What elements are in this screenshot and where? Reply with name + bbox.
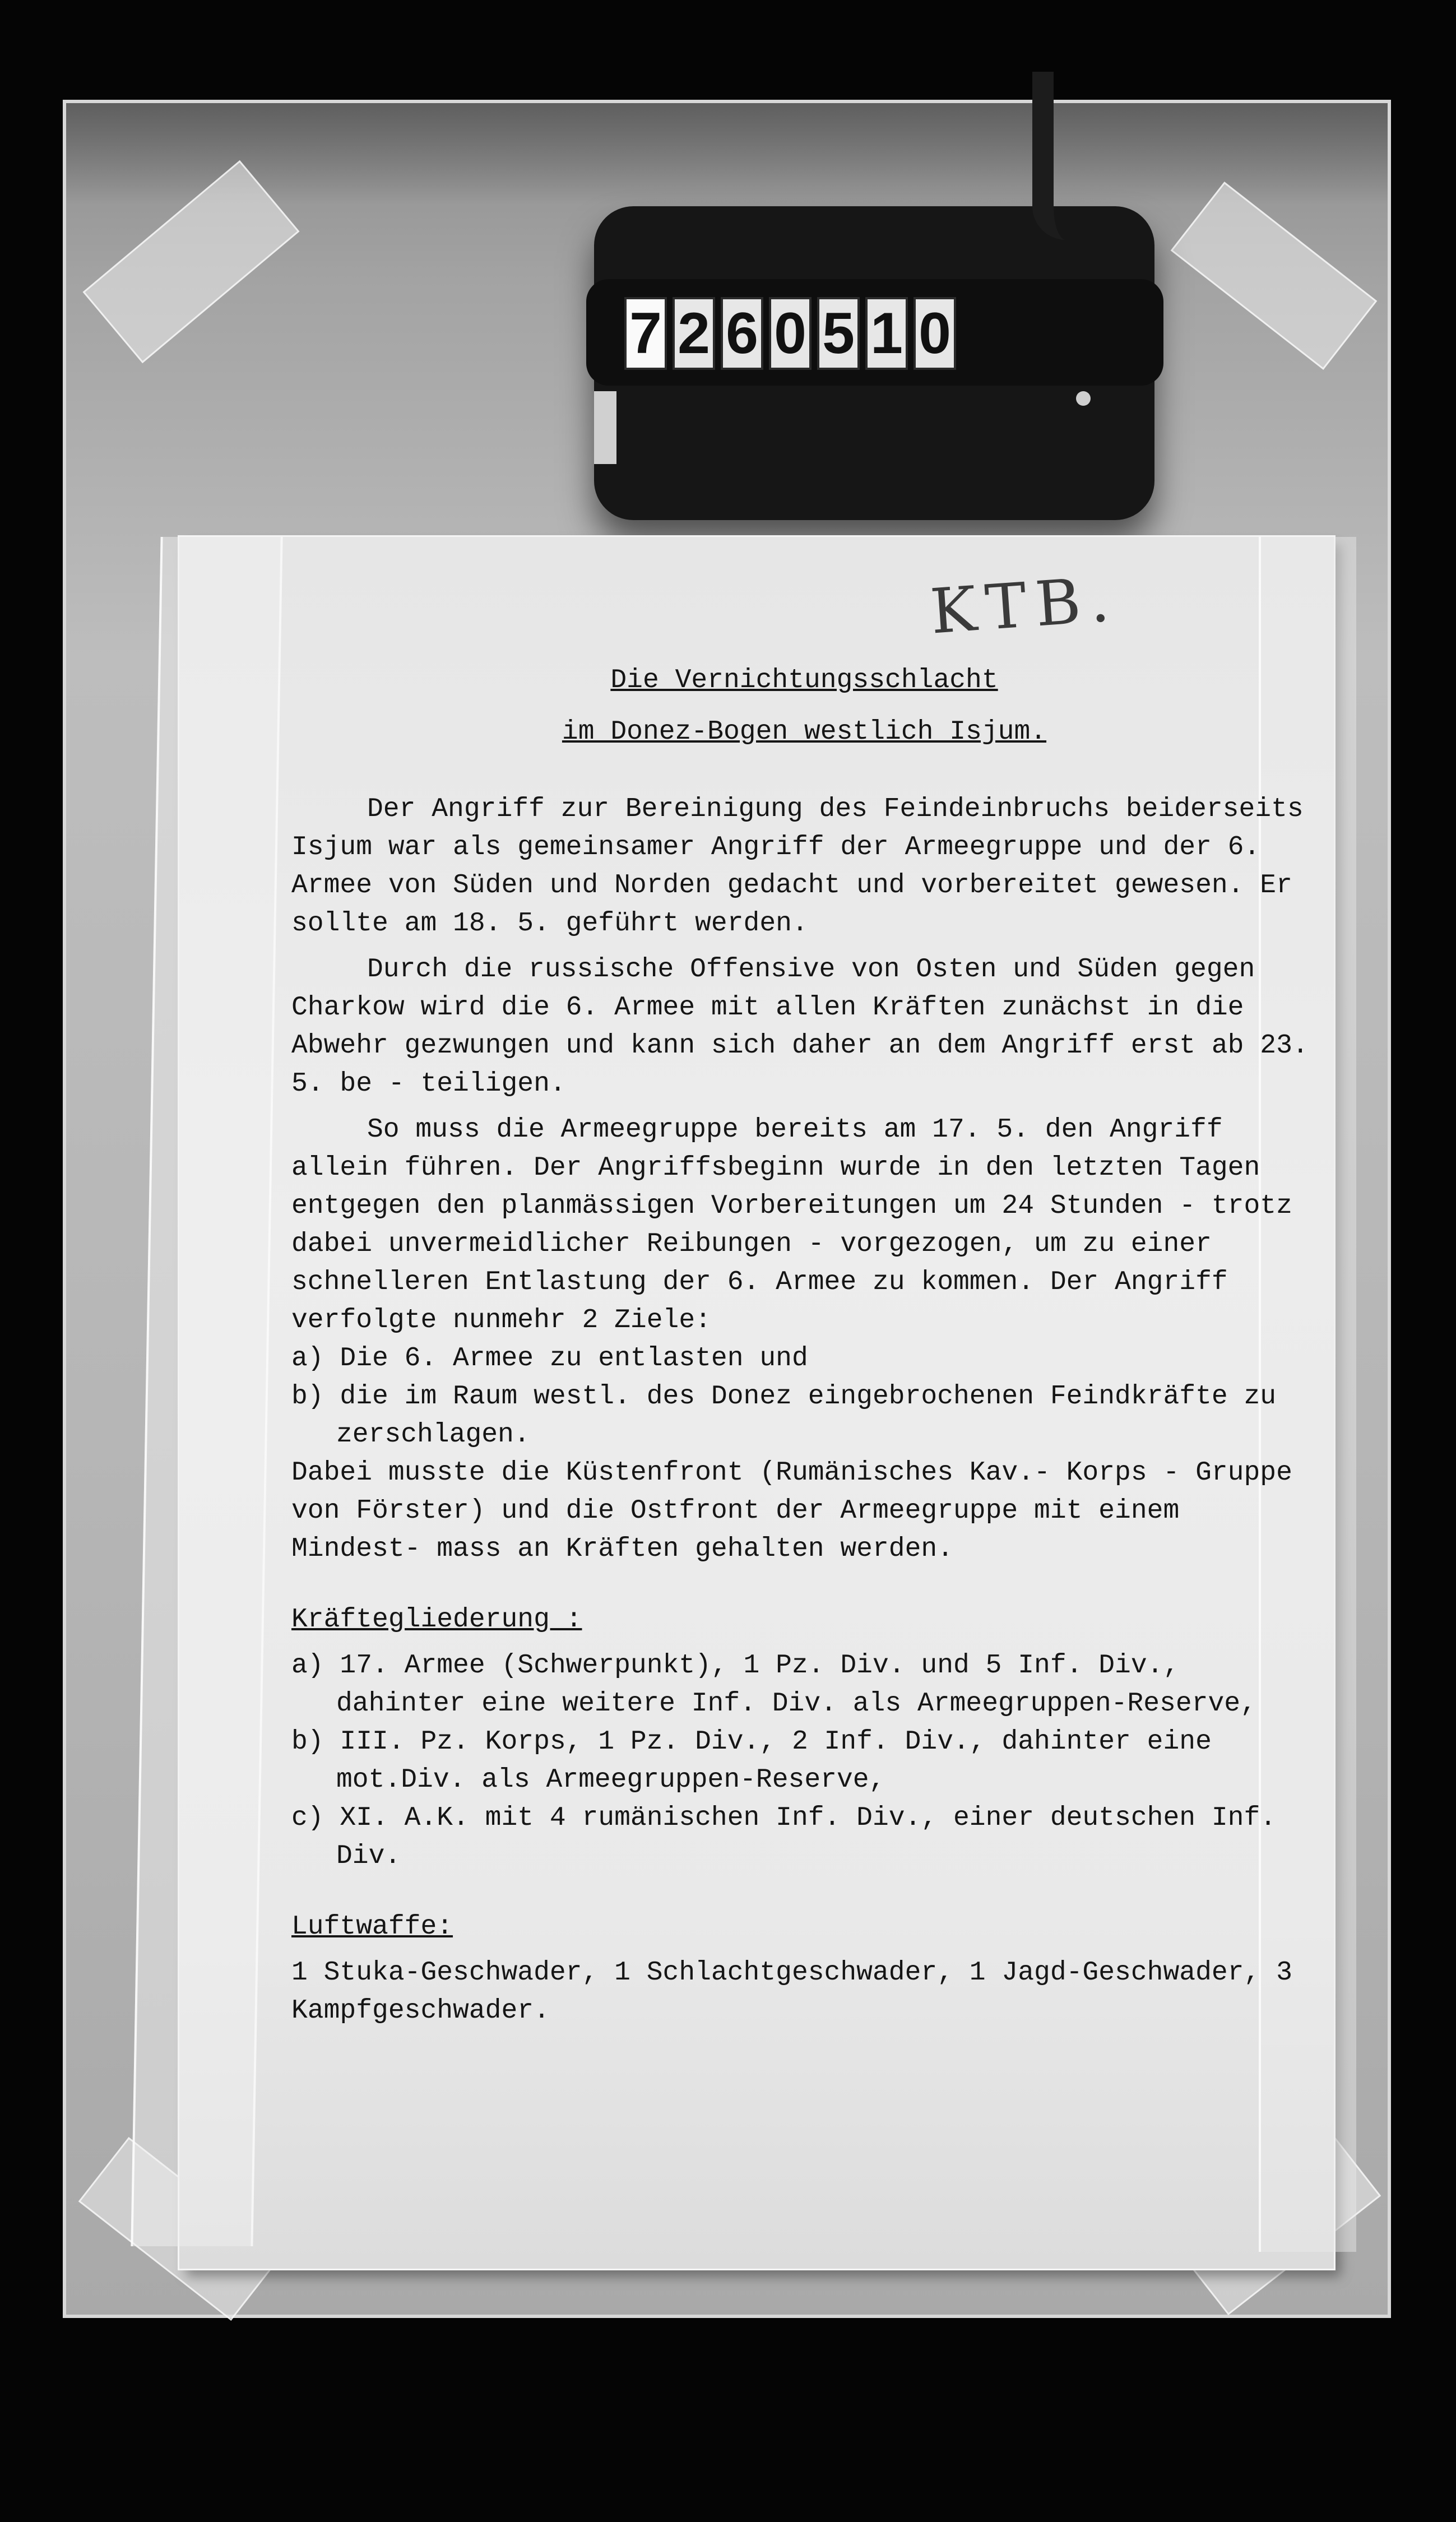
document-title-line-2: im Donez-Bogen westlich Isjum. xyxy=(562,717,1047,747)
goal-item: b) die im Raum westl. des Donez eingebrochenen Feindkräfte zu zerschlagen. xyxy=(291,1381,1277,1450)
document-body xyxy=(291,655,1317,2030)
screw-icon xyxy=(1076,391,1091,406)
counter-digit: 5 xyxy=(817,297,860,370)
counter-tag xyxy=(594,391,616,464)
paragraph: So muss die Armeegruppe bereits am 17. 5. den Angriff allein führen. Der Angriffsbeginn wurde in den letzten Tagen entgegen den planmässigen Vorbereitungen um 24 Stunden - trotz dabei unvermeidlicher Reibungen - vorgezogen, um zu einer schnelleren Entlastung der 6. Armee zu kommen. Der Angriff verfolgte nunmehr 2 Ziele: xyxy=(291,1115,1292,1336)
forces-heading: Kräftegliederung : xyxy=(291,1605,582,1635)
luftwaffe-heading: Luftwaffe: xyxy=(291,1912,453,1942)
forces-item: a) 17. Armee (Schwerpunkt), 1 Pz. Div. und 5 Inf. Div., dahinter eine weitere Inf. Div. als Armeegruppen-Reserve, xyxy=(291,1651,1256,1719)
frame-counter-device xyxy=(594,206,1154,520)
counter-digit: 6 xyxy=(721,297,763,370)
counter-digit: 7 xyxy=(624,297,667,370)
forces-item: b) III. Pz. Korps, 1 Pz. Div., 2 Inf. Div., dahinter eine mot.Div. als Armeegruppen-Reserve, xyxy=(291,1727,1212,1795)
counter-digit: 0 xyxy=(769,297,812,370)
counter-cable xyxy=(1032,72,1087,240)
counter-digit: 2 xyxy=(673,297,715,370)
forces-item: c) XI. A.K. mit 4 rumänischen Inf. Div., einer deutschen Inf. Div. xyxy=(291,1803,1277,1871)
counter-digits xyxy=(624,297,956,370)
document-page xyxy=(179,537,1334,2269)
paragraph: Durch die russische Offensive von Osten und Süden gegen Charkow wird die 6. Armee mit allen Kräften zunächst in die Abwehr gezwungen und kann sich daher an dem Angriff erst ab 23. 5. be - teiligen. xyxy=(291,954,1309,1099)
document-title-line-1: Die Vernichtungsschlacht xyxy=(610,665,998,696)
paragraph: Der Angriff zur Bereinigung des Feindeinbruchs beiderseits Isjum war als gemeinsamer Angriff der Armeegruppe und der 6. Armee von Süden und Norden gedacht und vorbereitet gewesen. Er sollte am 18. 5. geführt werden. xyxy=(291,794,1304,939)
corner-tape-top-right xyxy=(1171,182,1378,370)
board-top-shadow xyxy=(66,103,1388,204)
counter-digit: 0 xyxy=(914,297,956,370)
paragraph: Dabei musste die Küstenfront (Rumänisches Kav.- Korps - Gruppe von Förster) und die Ostfront der Armeegruppe mit einem Mindest- mass an Kräften gehalten werden. xyxy=(291,1458,1292,1564)
counter-digit: 1 xyxy=(865,297,908,370)
luftwaffe-text: 1 Stuka-Geschwader, 1 Schlachtgeschwader, 1 Jagd-Geschwader, 3 Kampfgeschwader. xyxy=(291,1958,1292,2026)
handwritten-note: KTB. xyxy=(928,563,1121,648)
goal-item: a) Die 6. Armee zu entlasten und xyxy=(291,1343,808,1374)
